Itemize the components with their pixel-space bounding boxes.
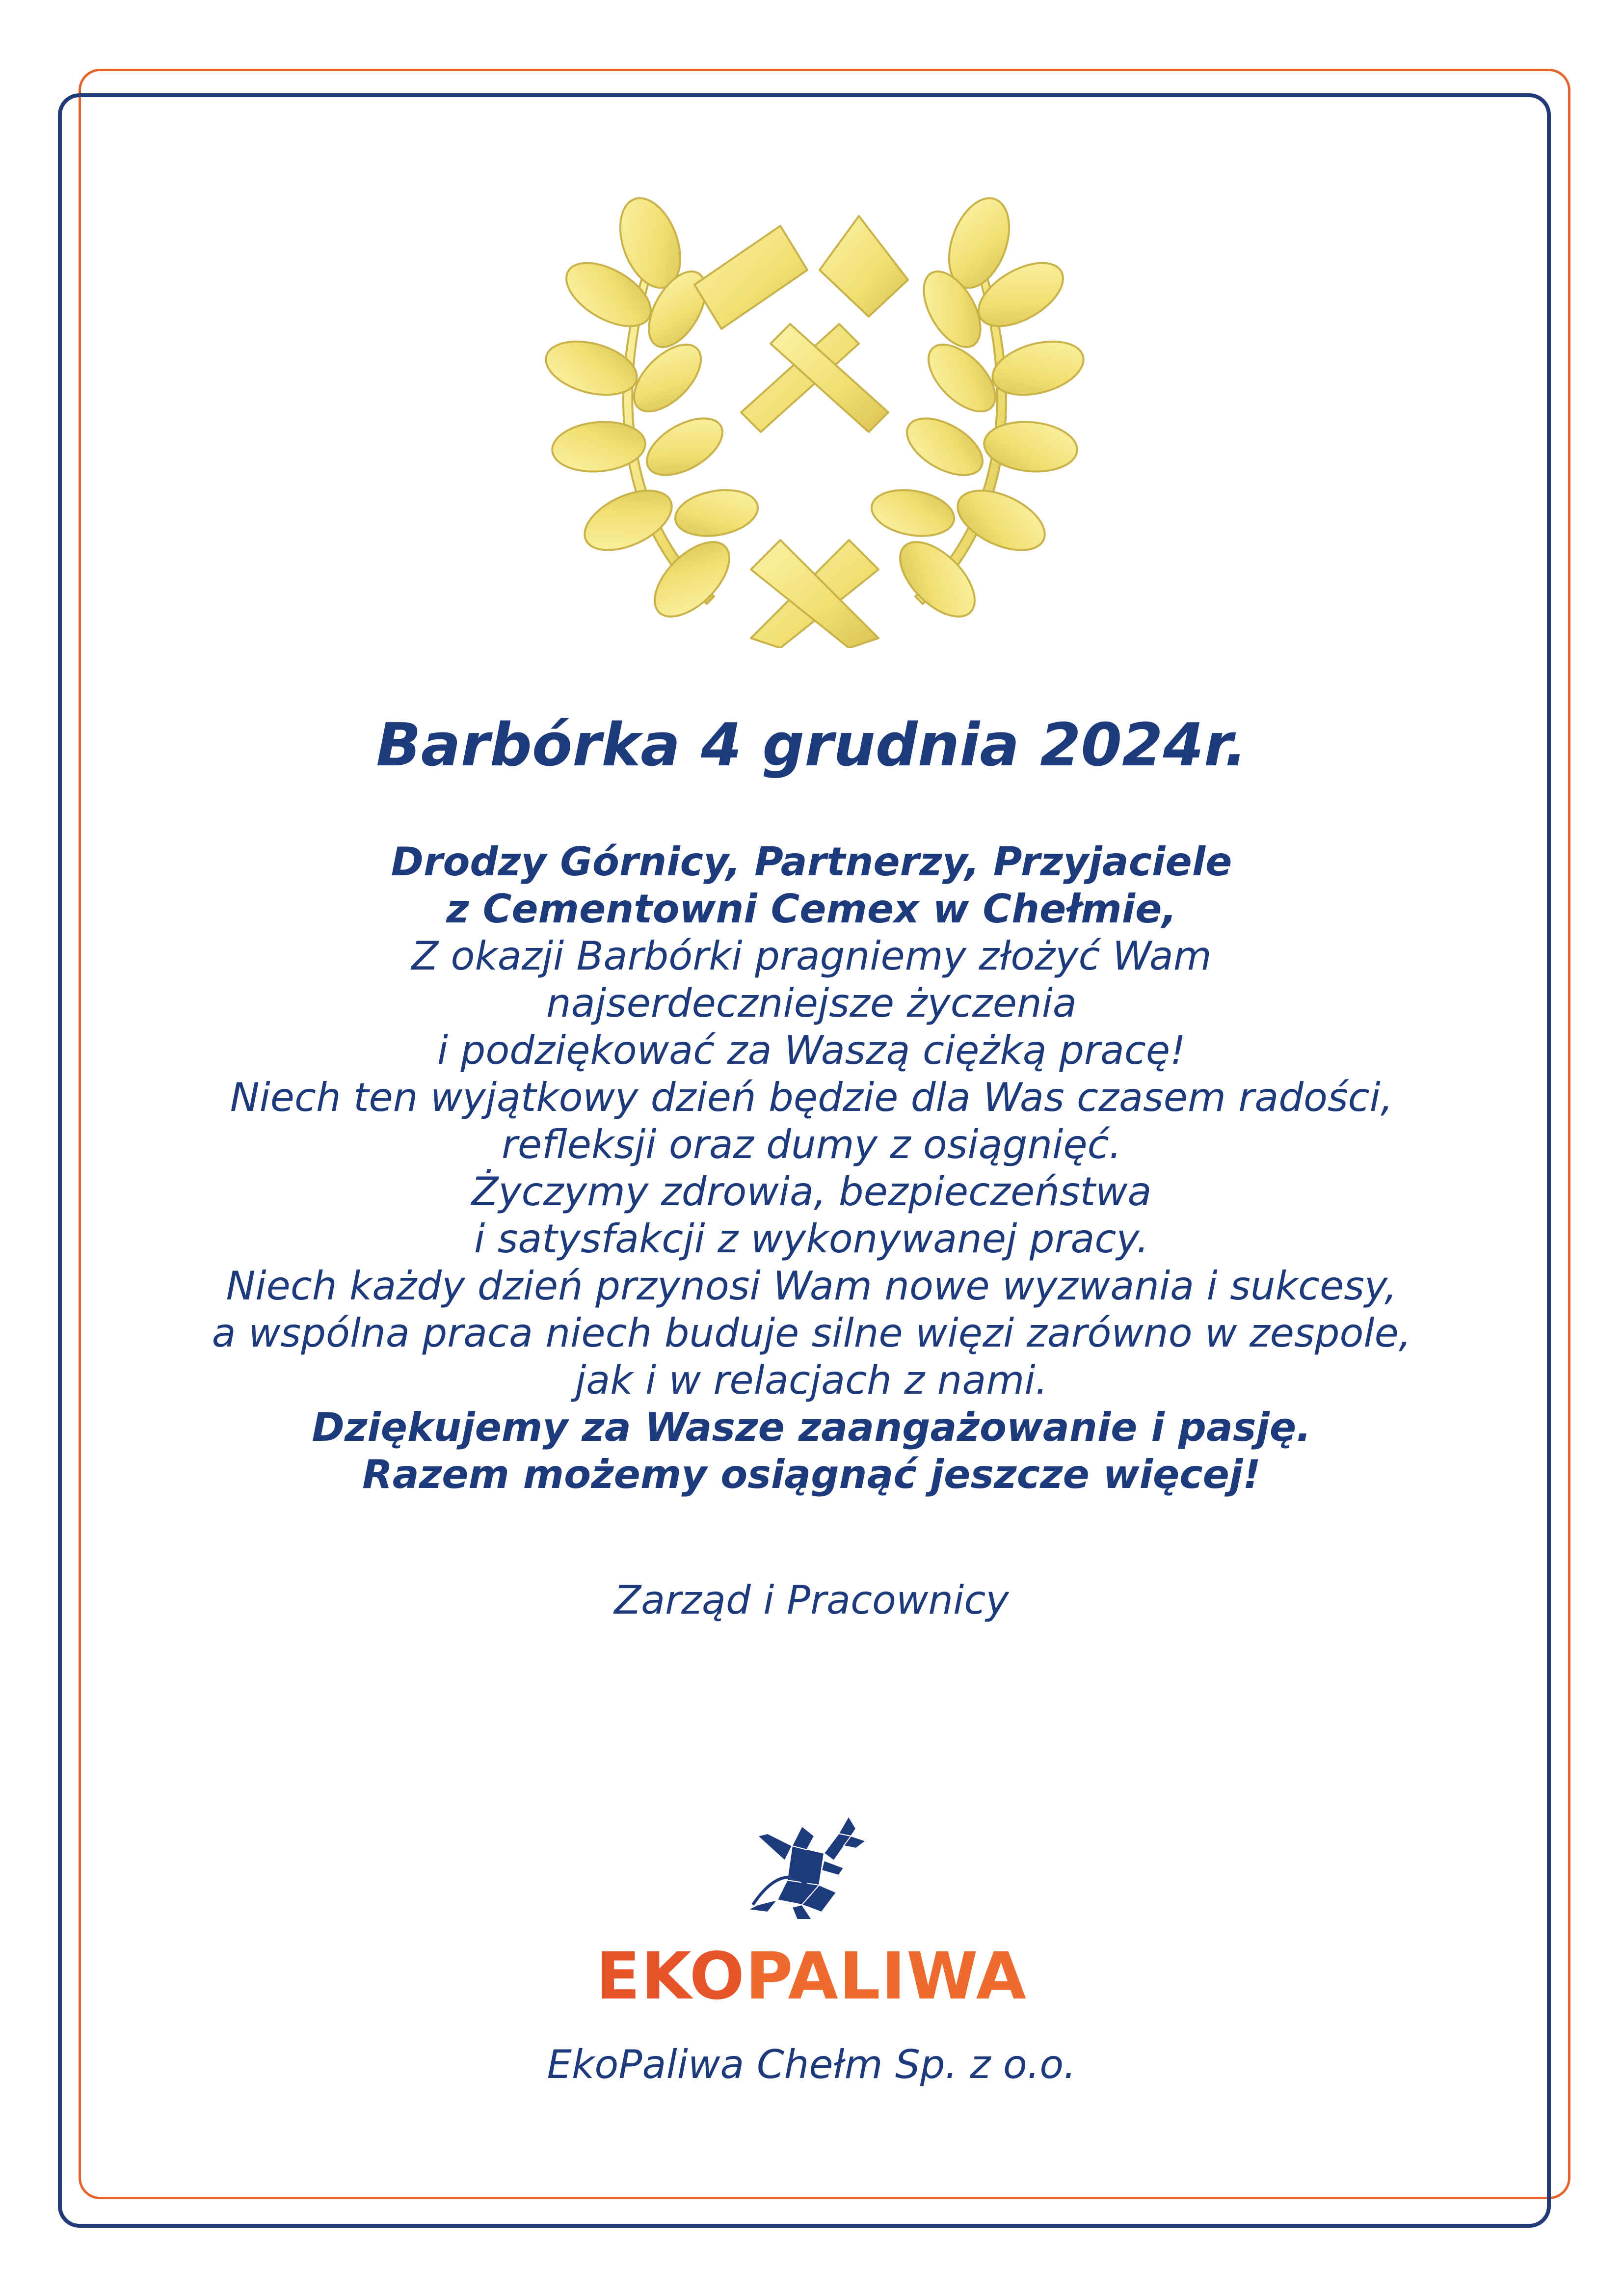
body-line: Niech każdy dzień przynosi Wam nowe wyzwania i sukcesy,: [226, 1263, 1397, 1309]
body-line: a wspólna praca niech buduje silne więzi zarówno w zespole,: [212, 1310, 1411, 1356]
body-line: najserdeczniejsze życzenia: [546, 980, 1077, 1026]
brand-eko: EKO: [596, 1939, 745, 2014]
body-line: Życzymy zdrowia, bezpieczeństwa: [471, 1169, 1152, 1215]
brand-paliwa: PALIWA: [745, 1939, 1027, 2014]
greeting-line: z Cementowni Cemex w Chełmie,: [446, 886, 1177, 932]
body-line: refleksji oraz dumy z osiągnięć.: [501, 1122, 1121, 1167]
closing-line: Dziękujemy za Wasze zaangażowanie i pasję.: [312, 1405, 1311, 1450]
miners-emblem-icon: [545, 147, 1085, 648]
body-line: Z okazji Barbórki pragniemy złożyć Wam: [411, 933, 1212, 979]
body-line: i satysfakcji z wykonywanej pracy.: [474, 1216, 1149, 1262]
greeting-line: Drodzy Górnicy, Partnerzy, Przyjaciele: [391, 839, 1232, 885]
company-logo: [0, 1807, 1623, 2086]
company-name: EkoPaliwa Chełm Sp. z o.o.: [547, 2042, 1076, 2087]
body-line: i podziękować za Waszą ciężką pracę!: [437, 1027, 1186, 1073]
body-line: Niech ten wyjątkowy dzień będzie dla Was czasem radości,: [230, 1075, 1393, 1120]
brand-wordmark: [0, 1939, 1623, 2014]
page-title: Barbórka 4 grudnia 2024r.: [376, 711, 1247, 780]
letter-content: [147, 712, 1476, 1624]
kangaroo-origami-icon: [738, 1807, 885, 1924]
closing-line: Razem możemy osiągnąć jeszcze więcej!: [362, 1452, 1261, 1497]
signature: Zarząd i Pracownicy: [614, 1577, 1009, 1623]
body-line: jak i w relacjach z nami.: [575, 1357, 1048, 1403]
